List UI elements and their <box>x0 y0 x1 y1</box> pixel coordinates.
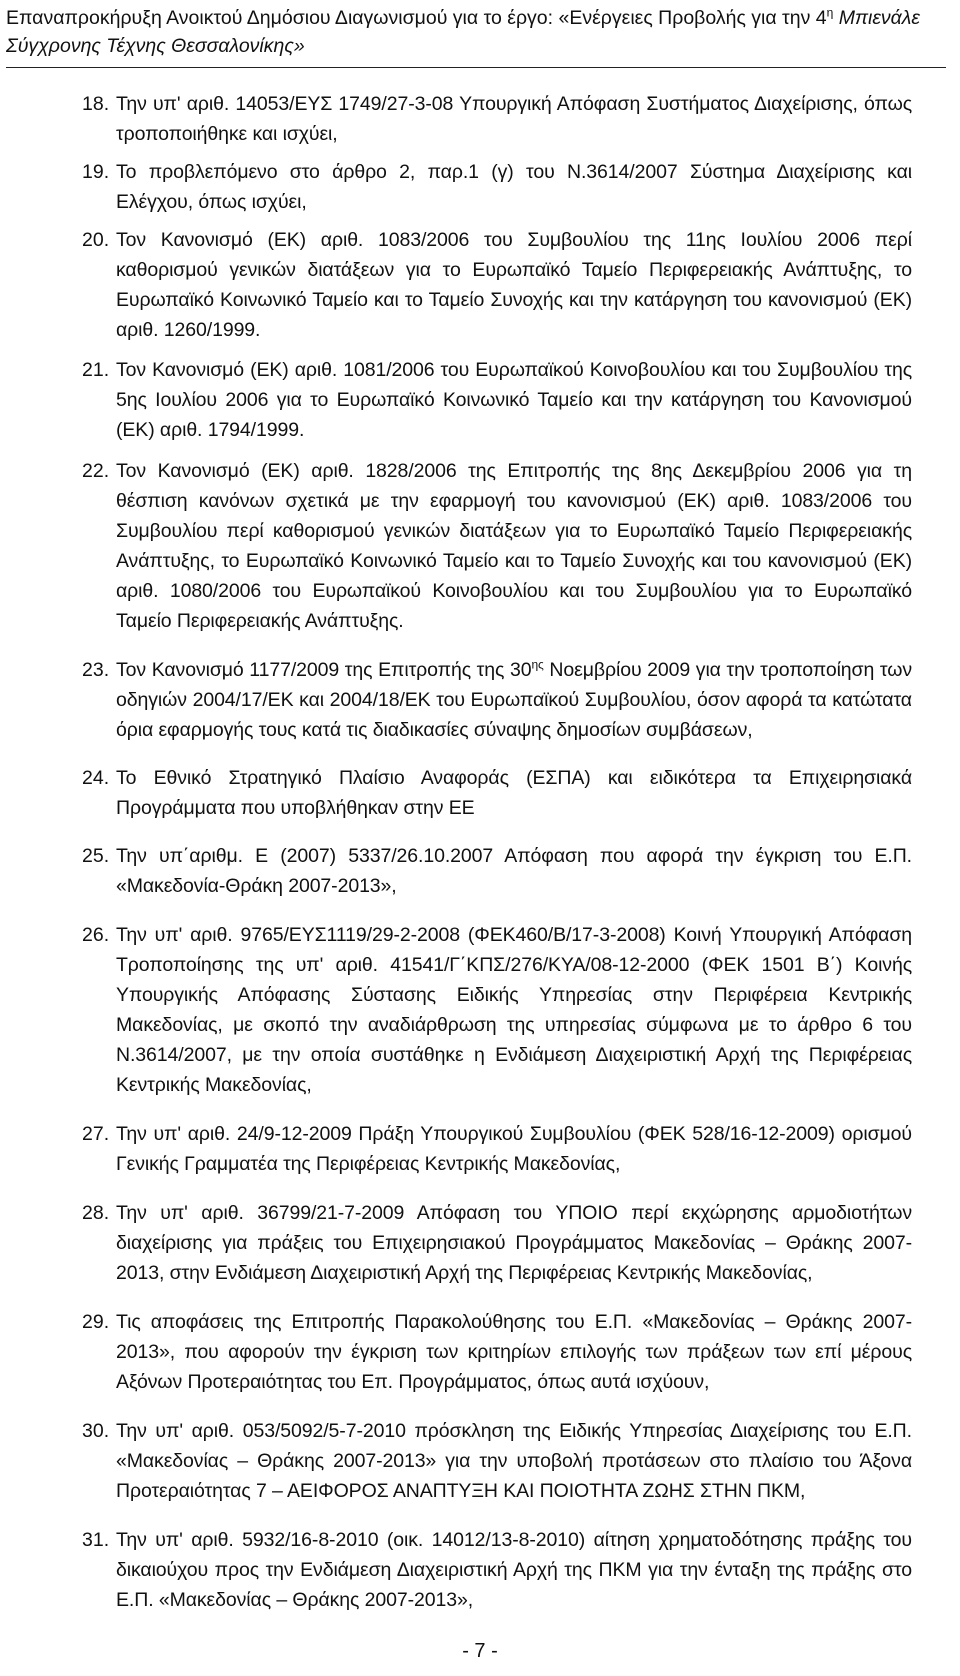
list-item-number: 22. <box>82 460 110 482</box>
header-superscript: η <box>826 5 834 20</box>
header-line-1-prefix: Επαναπροκήρυξη Ανοικτού Δημόσιου Διαγωνισμού για το έργο: «Ενέργειες Προβολής για την 4 <box>6 7 827 29</box>
list-item-text <box>116 655 912 745</box>
header-line-2: Σύγχρονης Τέχνης Θεσσαλονίκης» <box>6 35 305 57</box>
list-item-text: Τις αποφάσεις της Επιτροπής Παρακολούθησης του Ε.Π. «Μακεδονίας – Θράκης 2007-2013», που αφορούν την έγκριση των κριτηρίων επιλογής των πράξεων των επί μέρους Αξόνων Προτεραιότητας του Επ. Προγράμματος, όπως αυτά ισχύουν, <box>116 1311 912 1393</box>
list-item-23 <box>82 655 912 745</box>
list-item-text: Την υπ΄αριθμ. Ε (2007) 5337/26.10.2007 Απόφαση που αφορά την έγκριση του Ε.Π. «Μακεδονία-Θράκη 2007-2013», <box>116 845 912 897</box>
list-item-20 <box>82 225 912 345</box>
list-item-text-prefix: Τον Κανονισμό 1177/2009 της Επιτροπής της 30 <box>116 659 532 681</box>
list-item-24 <box>82 763 912 823</box>
list-item-number: 31. <box>82 1529 110 1551</box>
list-item-19 <box>82 157 912 217</box>
list-item-text: Τον Κανονισμό (ΕΚ) αριθ. 1083/2006 του Συμβουλίου της 11ης Ιουλίου 2006 περί καθορισμού γενικών διατάξεων για το Ευρωπαϊκό Ταμείο Περιφερειακής Ανάπτυξης, το Ευρωπαϊκό Κοινωνικό Ταμείο και το Ταμείο Συνοχής και την κατάργηση του κανονισμού (ΕΚ) αριθ. 1260/1999. <box>116 229 912 341</box>
list-item-text: Την υπ' αριθ. 24/9-12-2009 Πράξη Υπουργικού Συμβουλίου (ΦΕΚ 528/16-12-2009) ορισμού Γενικής Γραμματέα της Περιφέρειας Κεντρικής Μακεδονίας, <box>116 1123 912 1175</box>
list-item-text: Την υπ' αριθ. 053/5092/5-7-2010 πρόσκληση της Ειδικής Υπηρεσίας Διαχείρισης του Ε.Π. «Μακεδονίας – Θράκης 2007-2013» για την υποβολή προτάσεων στο πλαίσιο του Άξονα Προτεραιότητας 7 – ΑΕΙΦΟΡΟΣ ΑΝΑΠΤΥΞΗ ΚΑΙ ΠΟΙΟΤΗΤΑ ΖΩΗΣ ΣΤΗΝ ΠΚΜ, <box>116 1420 912 1502</box>
list-item-number: 29. <box>82 1311 110 1333</box>
list-item-number: 20. <box>82 229 110 251</box>
list-item-29 <box>82 1307 912 1397</box>
list-item-text: Την υπ' αριθ. 14053/ΕΥΣ 1749/27-3-08 Υπουργική Απόφαση Συστήματος Διαχείρισης, όπως τροποποιήθηκε και ισχύει, <box>116 93 912 145</box>
list-item-text: Την υπ' αριθ. 5932/16-8-2010 (οικ. 14012/13-8-2010) αίτηση χρηματοδότησης πράξης του δικαιούχου προς την Ενδιάμεση Διαχειριστική Αρχή της ΠΚΜ για την ένταξη της πράξης στο Ε.Π. «Μακεδονίας – Θράκης 2007-2013», <box>116 1529 912 1611</box>
list-item-18 <box>82 89 912 149</box>
list-item-text: Την υπ' αριθ. 9765/ΕΥΣ1119/29-2-2008 (ΦΕΚ460/Β/17-3-2008) Κοινή Υπουργική Απόφαση Τροποποίησης της υπ' αριθ. 41541/Γ΄ΚΠΣ/276/ΚΥΑ/08-12-2000 (ΦΕΚ 1501 Β΄) Κοινής Υπουργικής Απόφασης Σύστασης Ειδικής Υπηρεσίας στην Περιφέρεια Κεντρικής Μακεδονίας, με σκοπό την αναδιάρθρωση της υπηρεσίας σύμφωνα με το άρθρο 6 του Ν.3614/2007, με την οποία συστάθηκε η Ενδιάμεση Διαχειριστική Αρχή της Περιφέρειας Κεντρικής Μακεδονίας, <box>116 924 912 1096</box>
list-item-30 <box>82 1416 912 1506</box>
list-item-number: 27. <box>82 1123 110 1145</box>
list-item-number: 30. <box>82 1420 110 1442</box>
list-item-text: Τον Κανονισμό (ΕΚ) αριθ. 1828/2006 της Επιτροπής της 8ης Δεκεμβρίου 2006 για τη θέσπιση κανόνων σχετικά με την εφαρμογή του κανονισμού (ΕΚ) αριθ. 1083/2006 του Συμβουλίου περί καθορισμού γενικών διατάξεων για το Ευρωπαϊκό Ταμείο Περιφερειακής Ανάπτυξης, το Ευρωπαϊκό Κοινωνικό Ταμείο και το Ταμείο Συνοχής και του κανονισμού (ΕΚ) αριθ. 1080/2006 του Ευρωπαϊκού Κοινοβουλίου και του Συμβουλίου για το Ευρωπαϊκό Ταμείο Περιφερειακής Ανάπτυξης. <box>116 460 912 632</box>
list-item-text: Τον Κανονισμό (ΕΚ) αριθ. 1081/2006 του Ευρωπαϊκού Κοινοβουλίου και του Συμβουλίου της 5ης Ιουλίου 2006 για το Ευρωπαϊκό Κοινωνικό Ταμείο και την κατάργηση του Κανονισμού (ΕΚ) αριθ. 1794/1999. <box>116 359 912 441</box>
list-item-31 <box>82 1525 912 1615</box>
list-item-text: Την υπ' αριθ. 36799/21-7-2009 Απόφαση του ΥΠΟΙΟ περί εκχώρησης αρμοδιοτήτων διαχείρισης για πράξεις του Επιχειρησιακού Προγράμματος Μακεδονίας – Θράκης 2007-2013, στην Ενδιάμεση Διαχειριστική Αρχή της Περιφέρειας Κεντρικής Μακεδονίας, <box>116 1202 912 1284</box>
list-item-number: 24. <box>82 767 110 789</box>
list-item-number: 28. <box>82 1202 110 1224</box>
list-item-26 <box>82 920 912 1100</box>
list-item-25 <box>82 841 912 901</box>
list-item-number: 19. <box>82 161 110 183</box>
document-header <box>6 4 946 68</box>
list-item-text-suffix: Νοεμβρίου 2009 για την τροποποίηση των οδηγιών 2004/17/ΕΚ και 2004/18/ΕΚ του Ευρωπαϊκού Συμβουλίου, όσον αφορά τα κατώτατα όρια εφαρμογής τους κατά τις διαδικασίες σύναψης δημοσίων συμβάσεων, <box>116 659 912 741</box>
list-item-number: 21. <box>82 359 110 381</box>
numbered-list <box>82 89 912 1615</box>
list-item-number: 25. <box>82 845 110 867</box>
header-line-1 <box>6 4 946 32</box>
page-number: - 7 - <box>462 1640 498 1662</box>
list-item-superscript: ης <box>531 657 544 672</box>
header-line-1-suffix: Μπιενάλε <box>833 7 920 29</box>
list-item-22 <box>82 456 912 636</box>
list-item-text: Το Εθνικό Στρατηγικό Πλαίσιο Αναφοράς (ΕΣΠΑ) και ειδικότερα τα Επιχειρησιακά Προγράμματα που υποβλήθηκαν στην ΕΕ <box>116 767 912 819</box>
list-item-text: Το προβλεπόμενο στο άρθρο 2, παρ.1 (γ) του Ν.3614/2007 Σύστημα Διαχείρισης και Ελέγχου, όπως ισχύει, <box>116 161 912 213</box>
list-item-number: 18. <box>82 93 110 115</box>
list-item-28 <box>82 1198 912 1288</box>
list-item-27 <box>82 1119 912 1179</box>
list-item-number: 26. <box>82 924 110 946</box>
list-item-21 <box>82 355 912 445</box>
list-item-number: 23. <box>82 659 110 681</box>
